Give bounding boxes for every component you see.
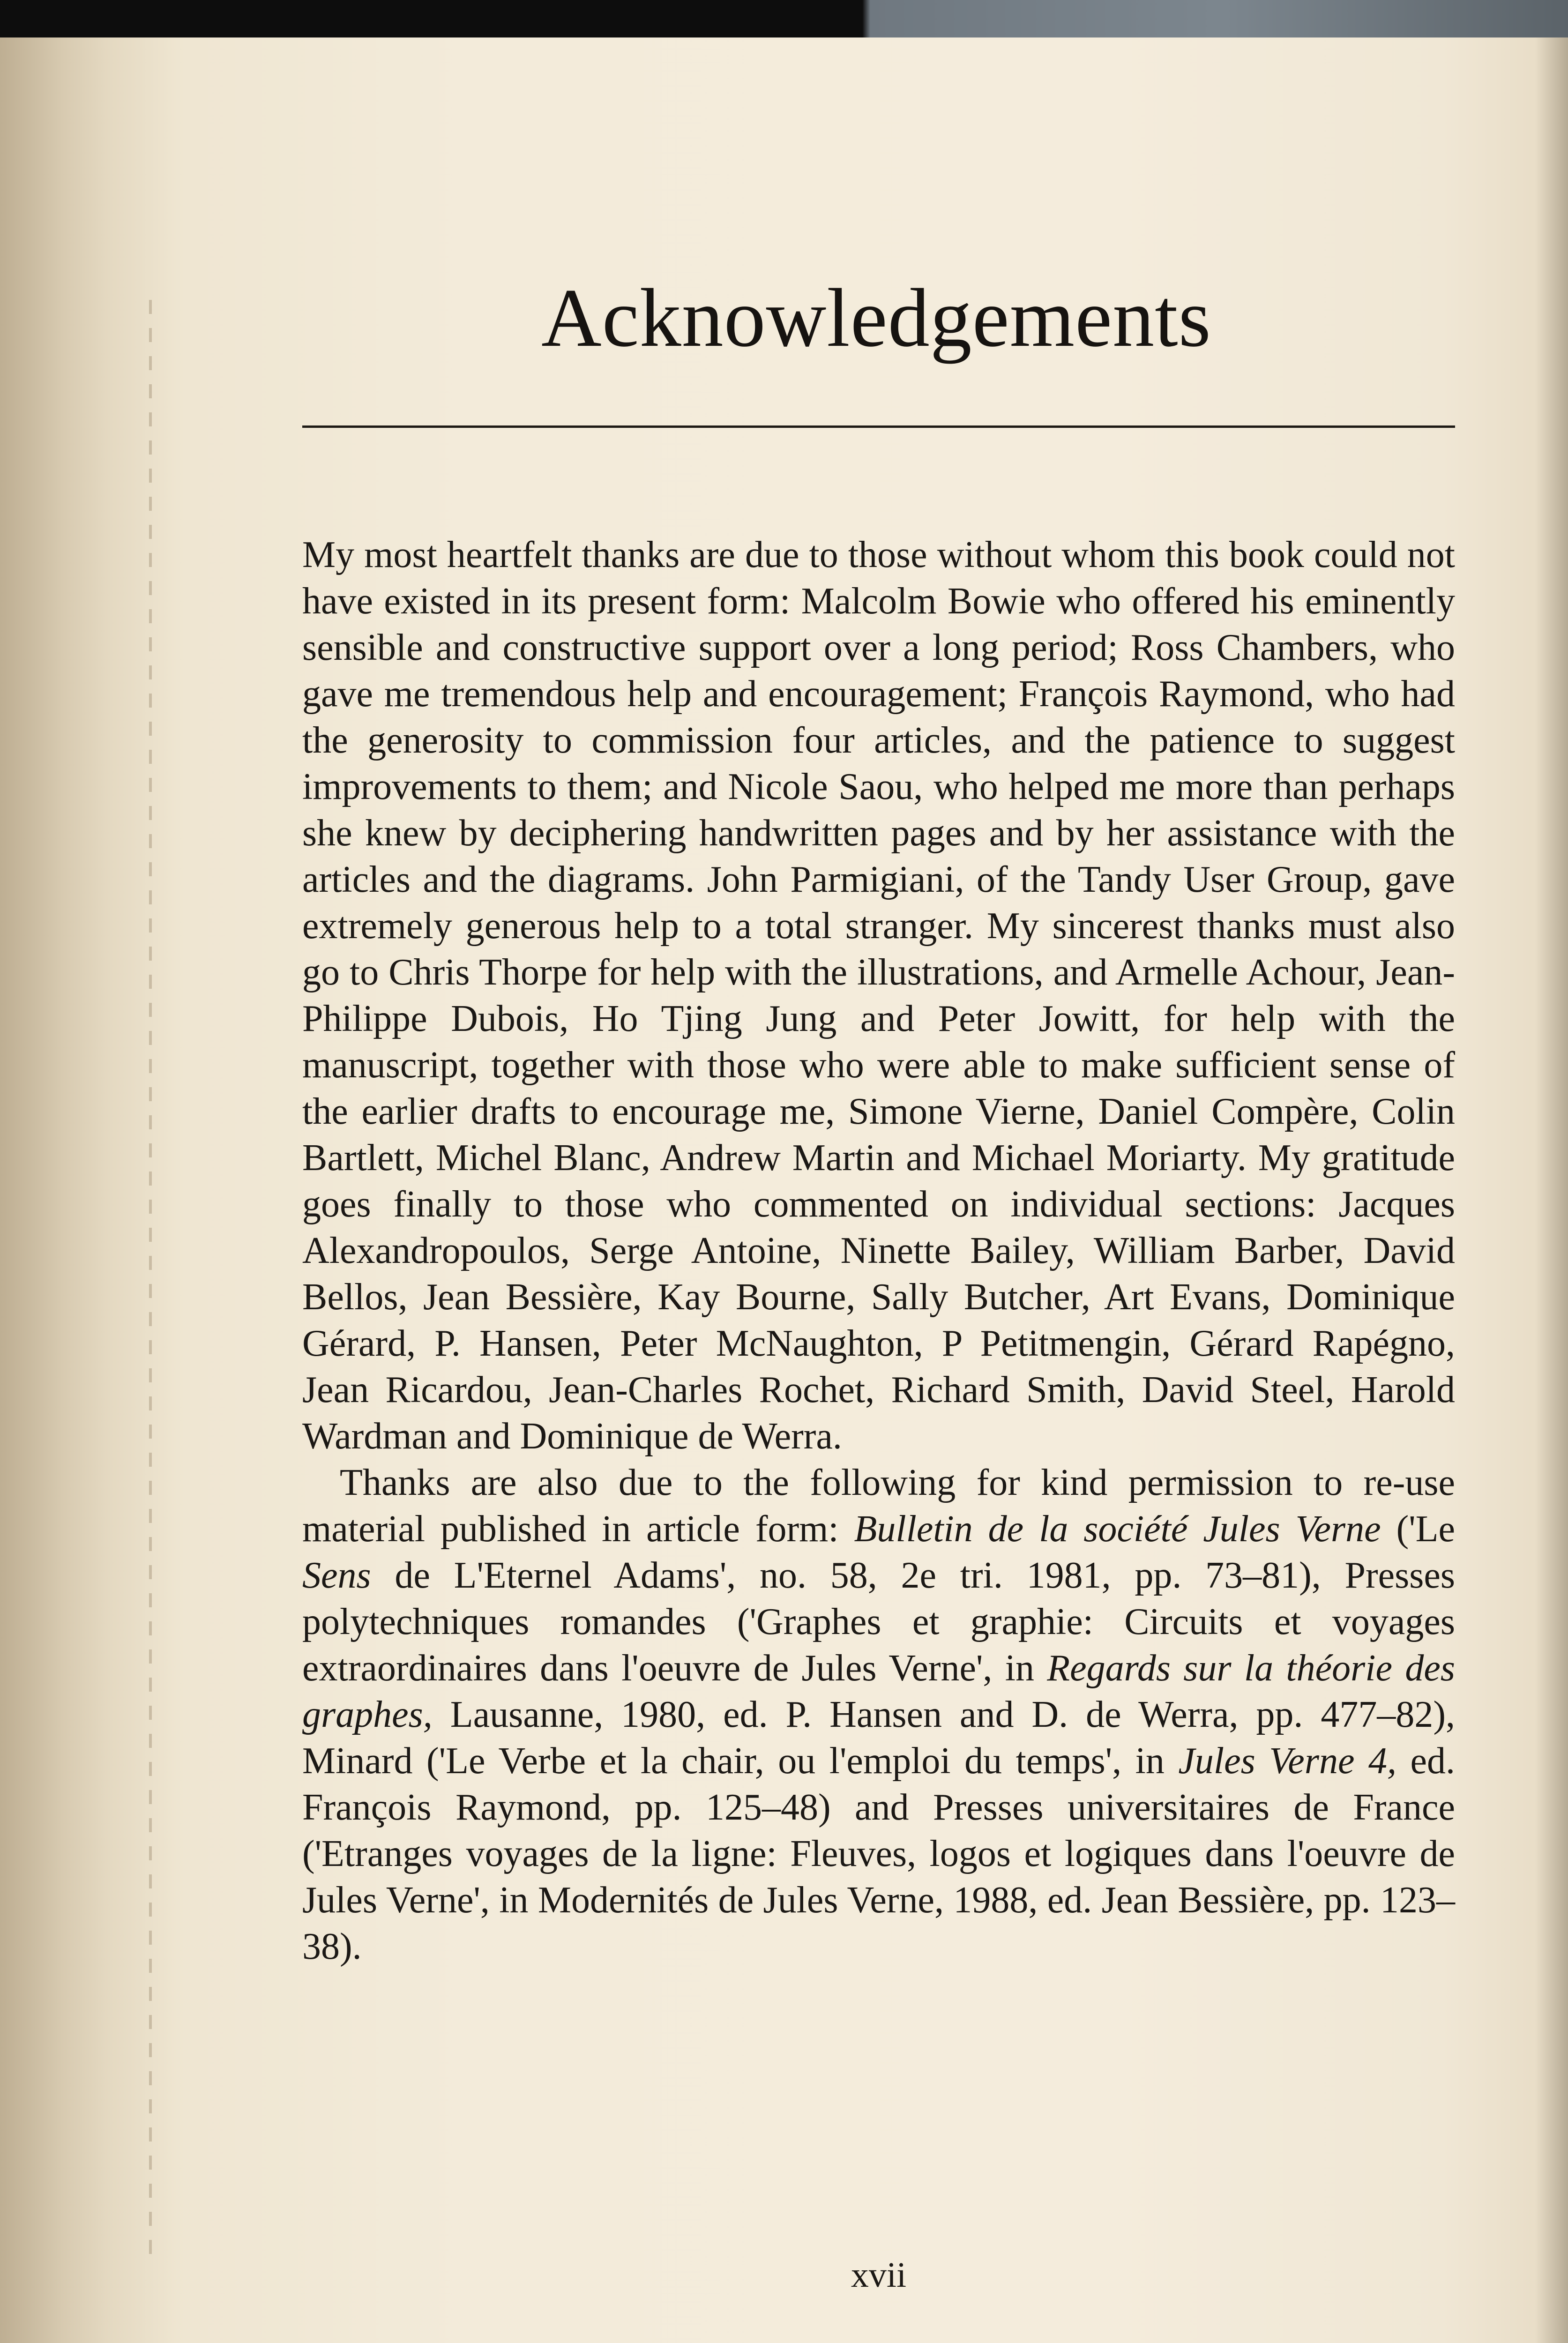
- paragraph-2-text: ('Le: [1381, 1508, 1456, 1550]
- paragraph-2-italic: Bulletin de la société Jules Verne: [854, 1508, 1381, 1550]
- title-rule: [302, 425, 1455, 428]
- paragraph-2-italic: Sens: [302, 1555, 371, 1596]
- paragraph-2: [302, 1460, 1455, 1970]
- paragraph-2-text: Thanks are also due to the following for kind permission to re-use material published in article form:: [302, 1462, 1455, 1550]
- page-edge-shadow: [1535, 37, 1568, 2343]
- paragraph-2-text: ed. François Raymond, pp. 125–48) and Presses universitaires de France ('Etranges voyages de la ligne: Fleuves, logos et logiques dans l'oeuvre de Jules Verne', in Modernités de Jules Verne, 1988, ed. Jean Bessière, pp. 123–38).: [302, 1740, 1456, 1967]
- page-title: Acknowledgements: [541, 271, 1211, 364]
- paragraph-2-italic: Jules Verne 4,: [1178, 1740, 1396, 1782]
- acknowledgements-body: [302, 532, 1455, 1970]
- paragraph-1: My most heartfelt thanks are due to those without whom this book could not have existed in its present form: Malcolm Bowie who offered his eminently sensible and constructive support over a long period; Ross Chambers, who gave me tremendous help and encouragement; François Raymond, who had the generosity to commission four articles, and the patience to suggest improvements to them; and Nicole Saou, who helped me more than perhaps she knew by deciphering handwritten pages and by her assistance with the articles and the diagrams. John Parmigiani, of the Tandy User Group, gave extremely generous help to a total stranger. My sincerest thanks must also go to Chris Thorpe for help with the illustrations, and Armelle Achour, Jean-Philippe Dubois, Ho Tjing Jung and Peter Jowitt, for help with the manuscript, together with those who were able to make sufficient sense of the earlier drafts to encourage me, Simone Vierne, Daniel Compère, Colin Bartlett, Michel Blanc, Andrew Martin and Michael Moriarty. My gratitude goes finally to those who commented on individual sections: Jacques Alexandropoulos, Serge Antoine, Ninette Bailey, William Barber, David Bellos, Jean Bessière, Kay Bourne, Sally Butcher, Art Evans, Dominique Gérard, P. Hansen, Peter McNaughton, P Petitmengin, Gérard Rapégno, Jean Ricardou, Jean-Charles Rochet, Richard Smith, David Steel, Harold Wardman and Dominique de Werra.: [302, 534, 1455, 1457]
- paragraph-2-text: Lausanne, 1980, ed. P. Hansen and D. de Werra, pp. 477–82), Minard ('Le Verbe et la chair, ou l'emploi du temps', in: [302, 1694, 1455, 1782]
- binding-stitch: [149, 300, 152, 2268]
- book-page: [0, 37, 1568, 2343]
- page-number: xvii: [851, 2255, 907, 2295]
- paragraph-2-text: de L'Eternel Adams', no. 58, 2e tri. 1981, pp. 73–81), Presses polytechniques romandes ('Graphes et graphie: Circuits et voyages extraordinaires dans l'oeuvre de Jules Verne', in: [302, 1555, 1455, 1689]
- paragraph-2-italic: Regards sur la théorie des graphes,: [302, 1648, 1456, 1735]
